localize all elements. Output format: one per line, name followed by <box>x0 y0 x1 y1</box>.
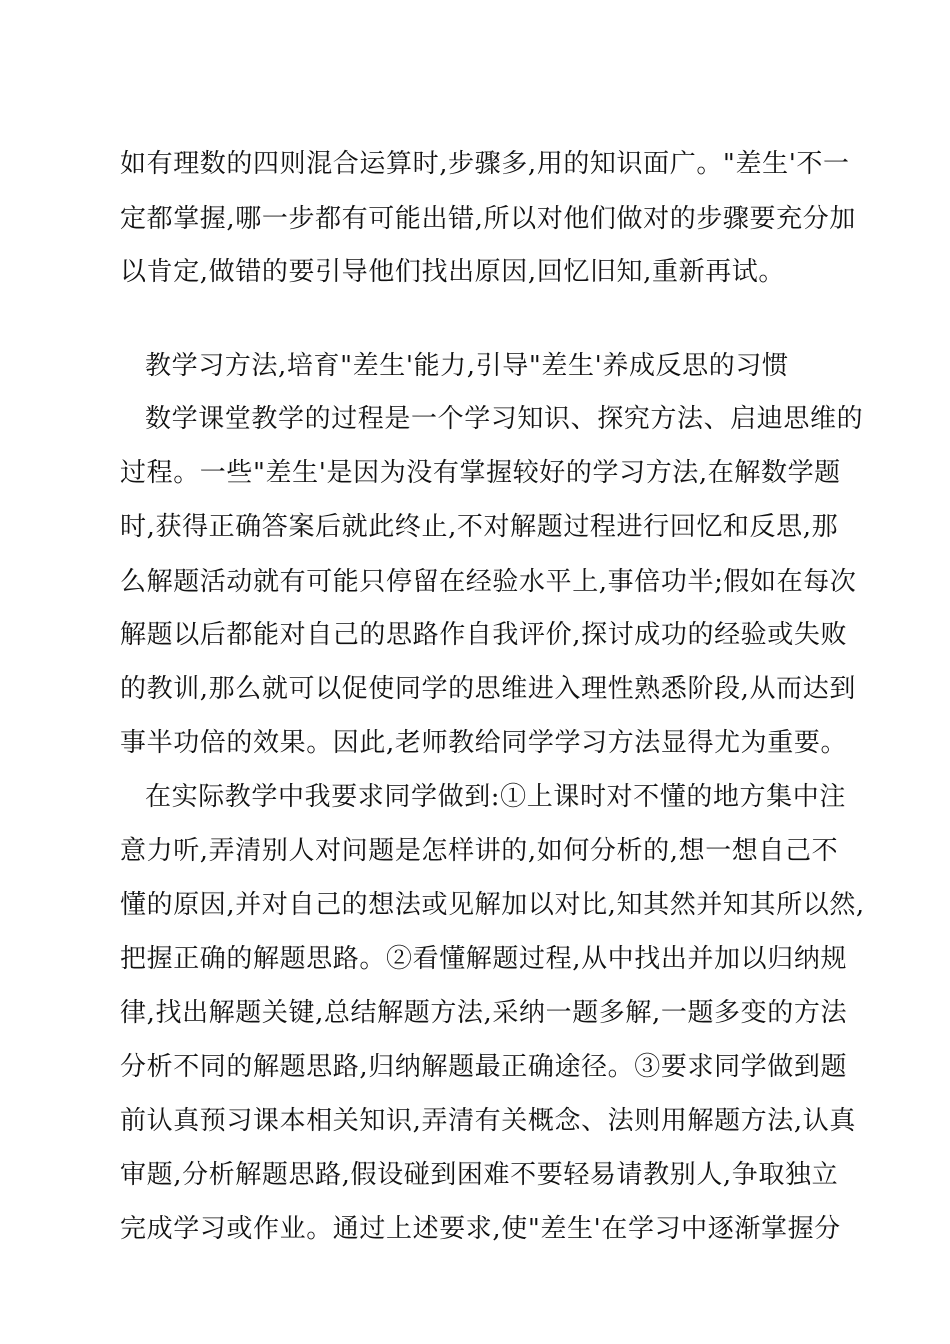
text-line: 分析不同的解题思路,归纳解题最正确途径。③要求同学做到题 <box>120 1052 848 1082</box>
text-line: 如有理数的四则混合运算时,步骤多,用的知识面广。"差生'不一 <box>120 149 850 179</box>
text-line: 解题以后都能对自己的思路作自我评价,探讨成功的经验或失败 <box>120 620 848 650</box>
text-line: 么解题活动就有可能只停留在经验水平上,事倍功半;假如在每次 <box>120 567 857 597</box>
text-line: 把握正确的解题思路。②看懂解题过程,从中找出并加以归纳规 <box>120 944 848 974</box>
text-line: 时,获得正确答案后就此终止,不对解题过程进行回忆和反思,那 <box>120 512 839 542</box>
text-line: 懂的原因,并对自己的想法或见解加以对比,知其然并知其所以然, <box>120 890 865 920</box>
text-line: 在实际教学中我要求同学做到:①上课时对不懂的地方集中注 <box>145 782 846 812</box>
text-line: 过程。一些"差生'是因为没有掌握较好的学习方法,在解数学题 <box>120 458 841 488</box>
text-line: 审题,分析解题思路,假设碰到困难不要轻易请教别人,争取独立 <box>120 1160 839 1190</box>
text-line: 定都掌握,哪一步都有可能出错,所以对他们做对的步骤要充分加 <box>120 204 856 234</box>
text-line: 前认真预习课本相关知识,弄清有关概念、法则用解题方法,认真 <box>120 1106 856 1136</box>
text-line: 律,找出解题关键,总结解题方法,采纳一题多解,一题多变的方法 <box>120 998 848 1028</box>
text-line: 的教训,那么就可以促使同学的思维进入理性熟悉阶段,从而达到 <box>120 674 856 704</box>
text-line: 意力听,弄清别人对问题是怎样讲的,如何分析的,想一想自己不 <box>120 836 839 866</box>
text-line: 以肯定,做错的要引导他们找出原因,回忆旧知,重新再试。 <box>120 257 785 287</box>
text-line: 事半功倍的效果。因此,老师教给同学学习方法显得尤为重要。 <box>120 728 848 758</box>
text-line: 完成学习或作业。通过上述要求,使"差生'在学习中逐渐掌握分 <box>120 1214 841 1244</box>
section-heading: 教学习方法,培育"差生'能力,引导"差生'养成反思的习惯 <box>145 351 789 381</box>
text-line: 数学课堂教学的过程是一个学习知识、探究方法、启迪思维的 <box>145 404 864 434</box>
